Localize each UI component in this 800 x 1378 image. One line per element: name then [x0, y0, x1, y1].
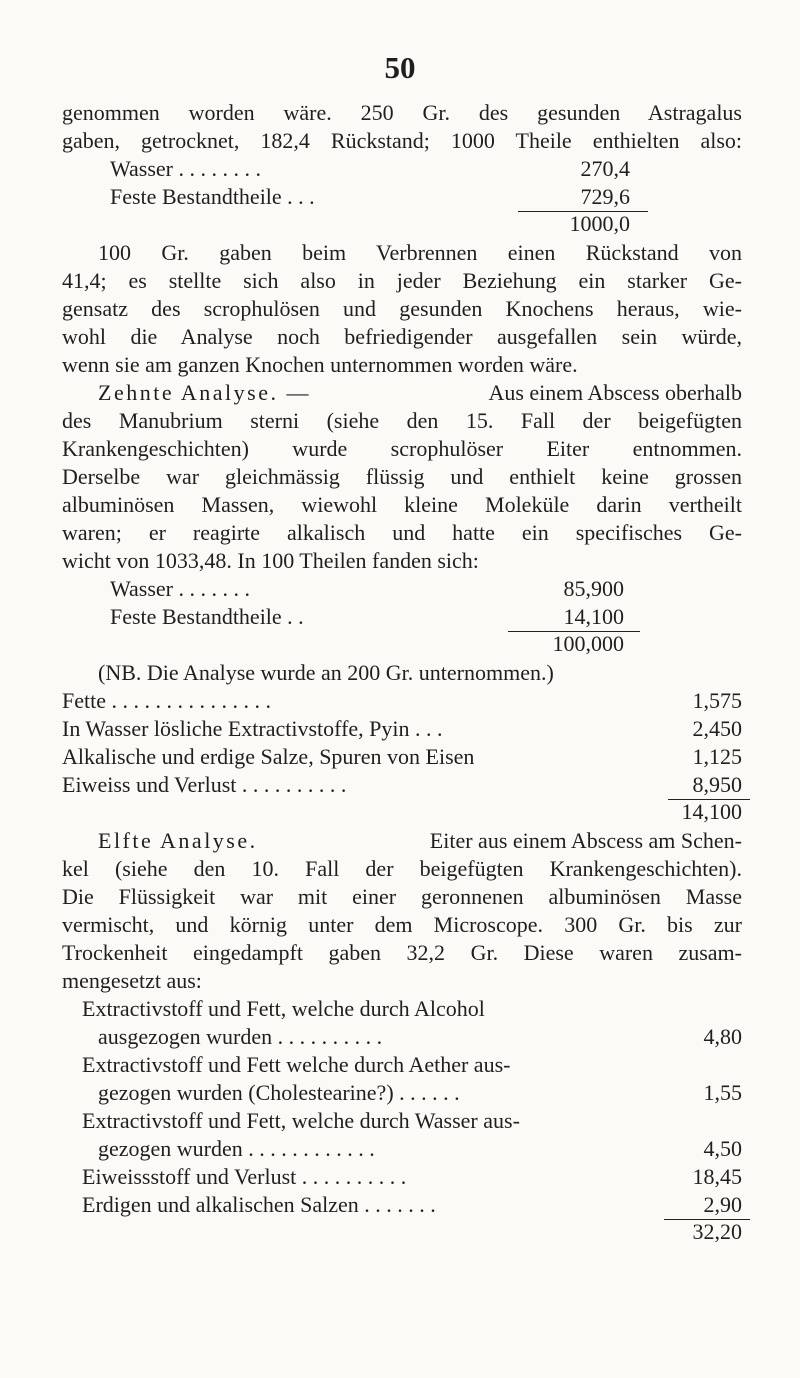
- text-fragment: Aus einem Abscess oberhalb: [488, 380, 742, 405]
- text-line: Extractivstoff und Fett welche durch Aether aus-: [82, 1052, 511, 1077]
- text-line: gaben, getrocknet, 182,4 Rückstand; 1000 Theile enthielten also:: [62, 128, 742, 153]
- row-label: Wasser . . . . . . .: [110, 576, 250, 601]
- row-value: 8,950: [692, 772, 742, 797]
- row-value: 4,80: [703, 1024, 742, 1049]
- total-value: 1000,0: [569, 211, 630, 236]
- text-line: kel (siehe den 10. Fall der beigefügten Krankengeschichten).: [62, 856, 742, 881]
- text-line: Extractivstoff und Fett, welche durch Alcohol: [82, 996, 485, 1021]
- row-value: 270,4: [580, 156, 630, 181]
- row-label: Erdigen und alkalischen Salzen . . . . . . .: [82, 1192, 436, 1217]
- text-line: genommen worden wäre. 250 Gr. des gesunden Astragalus: [62, 100, 742, 125]
- text-line: Krankengeschichten) wurde scrophulöser Eiter entnommen.: [62, 436, 742, 461]
- text-line: 100 Gr. gaben beim Verbrennen einen Rückstand von: [98, 240, 742, 265]
- row-value: 4,50: [703, 1136, 742, 1161]
- text-line: Extractivstoff und Fett, welche durch Wasser aus-: [82, 1108, 520, 1133]
- row-value: 729,6: [580, 184, 630, 209]
- row-label: Feste Bestandtheile . . .: [110, 184, 315, 209]
- text-fragment: Eiter aus einem Abscess am Schen-: [429, 828, 742, 853]
- row-value: 1,125: [692, 744, 742, 769]
- row-value: 2,450: [692, 716, 742, 741]
- text-line: albuminösen Massen, wiewohl kleine Moleküle darin vertheilt: [62, 492, 742, 517]
- text-line: waren; er reagirte alkalisch und hatte ein specifisches Ge-: [62, 520, 742, 545]
- text-line: vermischt, und körnig unter dem Microscope. 300 Gr. bis zur: [62, 912, 742, 937]
- total-value: 100,000: [552, 631, 624, 656]
- row-value: 14,100: [563, 604, 624, 629]
- row-label: Wasser . . . . . . . .: [110, 156, 261, 181]
- row-value: 85,900: [563, 576, 624, 601]
- text-line: wenn sie am ganzen Knochen unternommen worden wäre.: [62, 352, 578, 377]
- text-line: 41,4; es stellte sich also in jeder Beziehung ein starker Ge-: [62, 268, 742, 293]
- text-line: (NB. Die Analyse wurde an 200 Gr. unternommen.): [98, 660, 554, 685]
- row-label: gezogen wurden (Cholestearine?) . . . . . .: [98, 1080, 460, 1105]
- section-heading: Elfte Analyse.: [98, 828, 258, 853]
- row-value: 2,90: [703, 1192, 742, 1217]
- total-value: 14,100: [681, 799, 742, 824]
- row-value: 1,55: [703, 1080, 742, 1105]
- row-value: 1,575: [692, 688, 742, 713]
- text-line: Derselbe war gleichmässig flüssig und enthielt keine grossen: [62, 464, 742, 489]
- row-label: Feste Bestandtheile . .: [110, 604, 304, 629]
- row-label: Eiweissstoff und Verlust . . . . . . . . . .: [82, 1164, 407, 1189]
- text-line: [98, 379, 742, 407]
- total-value: 32,20: [692, 1219, 742, 1244]
- text-line: wicht von 1033,48. In 100 Theilen fanden sich:: [62, 548, 479, 573]
- row-label: ausgezogen wurden . . . . . . . . . .: [98, 1024, 383, 1049]
- text-line: gensatz des scrophulösen und gesunden Knochens heraus, wie-: [62, 296, 742, 321]
- row-label: gezogen wurden . . . . . . . . . . . .: [98, 1136, 375, 1161]
- row-label: Fette . . . . . . . . . . . . . . .: [62, 688, 271, 713]
- row-value: 18,45: [692, 1164, 742, 1189]
- row-label: Alkalische und erdige Salze, Spuren von Eisen: [62, 744, 475, 769]
- text-line: mengesetzt aus:: [62, 968, 202, 993]
- text-line: des Manubrium sterni (siehe den 15. Fall der beigefügten: [62, 408, 742, 433]
- text-line: wohl die Analyse noch befriedigender ausgefallen sein würde,: [62, 324, 742, 349]
- row-label: In Wasser lösliche Extractivstoffe, Pyin . . .: [62, 716, 443, 741]
- page-number: 50: [384, 50, 416, 85]
- text-line: Trockenheit eingedampft gaben 32,2 Gr. Diese waren zusam-: [62, 940, 742, 965]
- section-heading: Zehnte Analyse. —: [98, 380, 311, 405]
- text-line: Die Flüssigkeit war mit einer geronnenen albuminösen Masse: [62, 884, 742, 909]
- text-line: [98, 827, 742, 855]
- row-label: Eiweiss und Verlust . . . . . . . . . .: [62, 772, 347, 797]
